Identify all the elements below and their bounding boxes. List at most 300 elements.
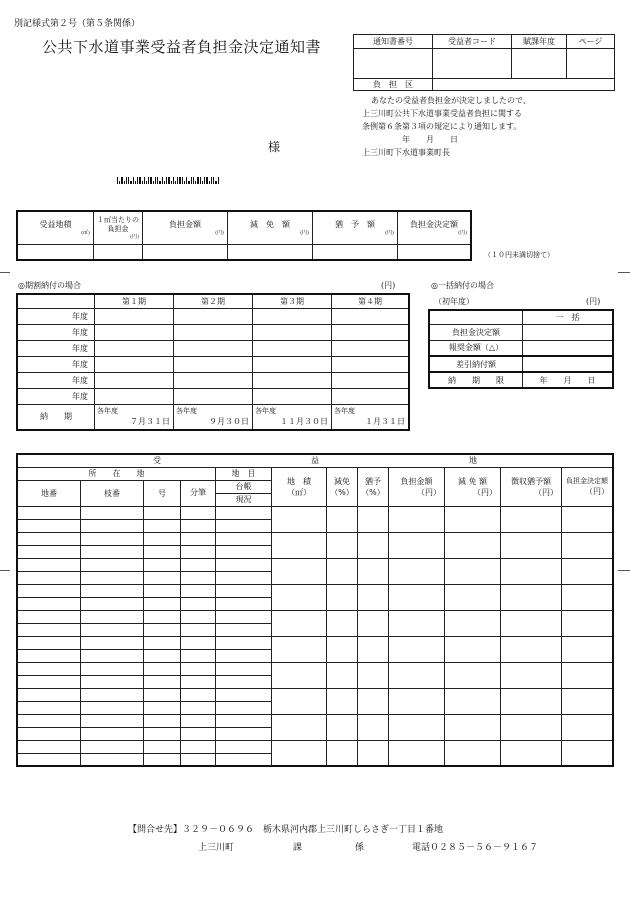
branch-no-cell — [81, 662, 144, 675]
area-label: 地 積 — [287, 476, 311, 486]
branch-no-cell — [81, 532, 144, 545]
notice-date: 年 月 日 — [402, 135, 458, 144]
summary-col-charge — [143, 211, 228, 244]
land-table — [16, 453, 614, 767]
lot-no-cell — [17, 649, 81, 662]
land-value-cell — [501, 636, 562, 662]
land-value-cell — [272, 506, 327, 532]
money-col-deferral-unit: （円） — [534, 487, 558, 497]
go-cell — [144, 701, 181, 714]
noki-label: 納 期 — [17, 404, 95, 430]
barcode — [117, 170, 267, 184]
land-value-cell — [501, 688, 562, 714]
land-value-cell — [501, 610, 562, 636]
land-value-cell — [445, 610, 501, 636]
go-cell — [144, 636, 181, 649]
lot-no-cell — [17, 753, 81, 766]
fold-mark-left-lower — [0, 570, 10, 571]
land-table-body — [17, 506, 613, 766]
money-col-deferral-label: 徴収猶予額 — [511, 476, 551, 486]
money-col-charge-label: 負担金額 — [400, 476, 433, 486]
land-category-cell — [216, 571, 272, 584]
land-category-cell — [216, 506, 272, 519]
installment-cell — [332, 340, 410, 356]
due-date-1-value: ７月３１日 — [130, 417, 170, 427]
money-col-reduction — [445, 467, 501, 506]
lot-no-cell — [17, 662, 81, 675]
land-value-cell — [389, 662, 445, 688]
subdivision-cell — [181, 623, 216, 636]
reduction-pct-header — [327, 467, 358, 506]
go-cell — [144, 506, 181, 519]
land-value-cell — [272, 714, 327, 740]
sama-label: 様 — [268, 140, 281, 154]
current-header: 現況 — [216, 493, 272, 506]
installment-cell — [174, 388, 253, 404]
summary-col-reduction — [228, 211, 313, 244]
summary-col-charge-unit: (円) — [215, 230, 224, 237]
money-col-charge — [389, 467, 445, 506]
page-cell — [567, 49, 615, 79]
fold-mark-right-lower — [618, 570, 630, 571]
summary-col-per-sqm — [94, 211, 143, 244]
land-value-cell — [445, 584, 501, 610]
land-value-cell — [501, 714, 562, 740]
land-value-cell — [327, 506, 358, 532]
subdivision-cell — [181, 597, 216, 610]
futan-ku-value — [433, 79, 615, 91]
lot-no-cell — [17, 636, 81, 649]
summary-col-area-unit: (㎡) — [81, 230, 90, 237]
go-cell — [144, 519, 181, 532]
each-year-label: 各年度 — [255, 407, 276, 416]
installment-table — [16, 293, 410, 431]
go-cell — [144, 545, 181, 558]
land-value-cell — [327, 714, 358, 740]
table-row — [17, 506, 613, 519]
land-category-header: 地 目 — [216, 467, 272, 480]
deferral-pct-label: 猶予 — [365, 476, 381, 486]
installment-corner — [17, 294, 95, 308]
installment-cell — [174, 308, 253, 324]
land-value-cell — [327, 532, 358, 558]
land-value-cell — [272, 740, 327, 766]
subdivision-cell — [181, 545, 216, 558]
fold-mark-left — [0, 272, 10, 273]
land-category-cell — [216, 675, 272, 688]
subdivision-cell — [181, 740, 216, 753]
branch-no-cell — [81, 571, 144, 584]
notice-no-cell — [354, 49, 433, 79]
land-value-cell — [501, 584, 562, 610]
money-col-final — [562, 467, 614, 506]
land-category-cell — [216, 714, 272, 727]
land-value-cell — [272, 662, 327, 688]
land-value-cell — [445, 662, 501, 688]
area-header — [272, 467, 327, 506]
summary-reduction-value — [228, 244, 313, 260]
lump-deadline-value: 年 月 日 — [523, 372, 614, 388]
land-category-cell — [216, 649, 272, 662]
land-top-3: 地 — [469, 456, 477, 466]
go-cell — [144, 649, 181, 662]
installment-cell — [95, 308, 174, 324]
land-value-cell — [389, 610, 445, 636]
subdivision-cell — [181, 753, 216, 766]
land-value-cell — [389, 584, 445, 610]
rounding-note: （１０円未満切捨て） — [484, 251, 554, 259]
land-value-cell — [358, 714, 389, 740]
land-value-cell — [562, 584, 614, 610]
branch-no-cell — [81, 584, 144, 597]
year-row-label: 年度 — [17, 324, 95, 340]
lump-row-net: 差引納付額 — [429, 356, 523, 372]
subdivision-cell — [181, 532, 216, 545]
contact-zip: ３２９－０６９６ — [182, 825, 255, 835]
land-value-cell — [358, 532, 389, 558]
branch-no-cell — [81, 558, 144, 571]
land-value-cell — [501, 740, 562, 766]
go-cell — [144, 597, 181, 610]
tax-year-cell — [512, 49, 567, 79]
futan-ku-label: 負 担 区 — [354, 79, 433, 91]
land-value-cell — [327, 740, 358, 766]
contact-ka: 課 — [293, 843, 303, 853]
branch-no-cell — [81, 727, 144, 740]
installment-cell — [332, 324, 410, 340]
installment-cell — [174, 372, 253, 388]
summary-col-charge-label: 負担金額 — [169, 220, 201, 230]
installment-cell — [95, 340, 174, 356]
land-value-cell — [389, 636, 445, 662]
beneficiary-code-cell — [433, 49, 512, 79]
installment-cell — [253, 356, 332, 372]
installment-cell — [253, 340, 332, 356]
installment-cell — [332, 356, 410, 372]
land-category-cell — [216, 662, 272, 675]
subdivision-cell — [181, 714, 216, 727]
lump-deadline-label: 納 期 限 — [429, 372, 523, 388]
reduction-pct-unit: （%） — [330, 487, 354, 497]
land-value-cell — [327, 636, 358, 662]
lot-no-cell — [17, 532, 81, 545]
subdivision-cell — [181, 701, 216, 714]
col-tax-year: 賦課年度 — [512, 35, 567, 49]
each-year-label: 各年度 — [176, 407, 197, 416]
lot-no-cell — [17, 519, 81, 532]
lot-no-cell — [17, 584, 81, 597]
table-row — [17, 636, 613, 649]
land-top-2: 益 — [311, 456, 319, 466]
go-cell — [144, 753, 181, 766]
due-date-2 — [174, 404, 253, 430]
period-4-header: 第４期 — [332, 294, 410, 308]
land-value-cell — [562, 662, 614, 688]
branch-no-cell — [81, 701, 144, 714]
land-category-cell — [216, 727, 272, 740]
branch-no-cell — [81, 519, 144, 532]
installment-cell — [253, 324, 332, 340]
lump-sum-table — [428, 309, 614, 389]
land-value-cell — [501, 662, 562, 688]
due-date-3 — [253, 404, 332, 430]
go-cell — [144, 610, 181, 623]
land-value-cell — [445, 558, 501, 584]
lot-no-cell — [17, 558, 81, 571]
lot-no-cell — [17, 610, 81, 623]
lot-no-cell — [17, 597, 81, 610]
land-value-cell — [272, 636, 327, 662]
lot-no-cell — [17, 714, 81, 727]
lot-no-cell — [17, 688, 81, 701]
contact-tel: 電話０２８５－５６－９１６７ — [412, 843, 539, 853]
year-row-label: 年度 — [17, 388, 95, 404]
table-row — [17, 740, 613, 753]
go-header: 号 — [144, 480, 181, 506]
land-value-cell — [327, 584, 358, 610]
due-date-3-value: １１月３０日 — [280, 417, 328, 427]
land-value-cell — [272, 688, 327, 714]
land-value-cell — [562, 506, 614, 532]
money-col-final-unit: （円） — [585, 487, 609, 496]
installment-heading: ◎期割納付の場合 — [18, 281, 81, 290]
land-value-cell — [389, 558, 445, 584]
land-value-cell — [562, 714, 614, 740]
table-row — [17, 688, 613, 701]
go-cell — [144, 662, 181, 675]
issuer-name: 上三川町下水道事業町長 — [362, 148, 450, 157]
installment-cell — [253, 372, 332, 388]
branch-no-cell — [81, 714, 144, 727]
summary-deferral-value — [313, 244, 398, 260]
land-value-cell — [445, 688, 501, 714]
location-header: 所 在 地 — [17, 467, 216, 480]
period-1-header: 第１期 — [95, 294, 174, 308]
branch-no-cell — [81, 610, 144, 623]
summary-col-area-label: 受益地積 — [39, 220, 72, 230]
col-notice-no: 通知書番号 — [354, 35, 433, 49]
notice-line-3: 条例第６条第３項の規定により通知します。 — [362, 122, 522, 131]
lot-no-header: 地番 — [17, 480, 81, 506]
money-col-reduction-label: 減 免 額 — [457, 476, 488, 486]
register-header: 台帳 — [216, 480, 272, 493]
branch-no-header: 枝番 — [81, 480, 144, 506]
subdivision-cell — [181, 688, 216, 701]
money-col-final-label: 負担金決定額 — [566, 477, 608, 485]
land-value-cell — [445, 636, 501, 662]
summary-col-reduction-unit: (円) — [300, 230, 309, 237]
land-value-cell — [358, 610, 389, 636]
subdivision-cell — [181, 727, 216, 740]
summary-final-value — [398, 244, 472, 260]
year-row-label: 年度 — [17, 372, 95, 388]
land-value-cell — [562, 636, 614, 662]
land-value-cell — [562, 688, 614, 714]
installment-cell — [95, 372, 174, 388]
land-value-cell — [272, 532, 327, 558]
summary-area-value — [17, 244, 94, 260]
subdivision-cell — [181, 571, 216, 584]
lump-decided-value — [523, 324, 614, 340]
summary-table — [16, 210, 472, 261]
lot-no-cell — [17, 506, 81, 519]
lump-sum-heading: ◎一括納付の場合 — [431, 281, 494, 290]
land-value-cell — [501, 532, 562, 558]
subdivision-cell — [181, 662, 216, 675]
installment-unit: (円) — [381, 281, 396, 290]
period-2-header: 第２期 — [174, 294, 253, 308]
land-value-cell — [358, 636, 389, 662]
go-cell — [144, 740, 181, 753]
lump-net-value — [523, 356, 614, 372]
notice-number-table — [353, 34, 615, 91]
land-category-cell — [216, 558, 272, 571]
land-value-cell — [272, 558, 327, 584]
subdivision-cell — [181, 636, 216, 649]
money-col-deferral — [501, 467, 562, 506]
summary-col-final-unit: (円) — [458, 230, 467, 237]
table-row — [17, 610, 613, 623]
contact-town: 上三川町 — [198, 843, 235, 853]
due-date-4 — [332, 404, 410, 430]
installment-cell — [95, 388, 174, 404]
installment-cell — [332, 372, 410, 388]
installment-cell — [95, 324, 174, 340]
contact-kakari: 係 — [355, 843, 365, 853]
go-cell — [144, 623, 181, 636]
lot-no-cell — [17, 571, 81, 584]
document-title: 公共下水道事業受益者負担金決定通知書 — [42, 38, 322, 56]
land-category-cell — [216, 532, 272, 545]
land-value-cell — [389, 714, 445, 740]
summary-col-area — [17, 211, 94, 244]
land-value-cell — [272, 584, 327, 610]
land-category-cell — [216, 519, 272, 532]
lump-sum-col-header: 一 括 — [523, 310, 614, 324]
land-value-cell — [562, 532, 614, 558]
branch-no-cell — [81, 753, 144, 766]
summary-col-per-sqm-unit: (円) — [130, 233, 139, 240]
branch-no-cell — [81, 636, 144, 649]
due-date-4-value: １月３１日 — [365, 417, 405, 427]
reduction-pct-label: 減免 — [334, 476, 350, 486]
subdivision-cell — [181, 519, 216, 532]
due-date-2-value: ９月３０日 — [209, 417, 249, 427]
lot-no-cell — [17, 727, 81, 740]
land-value-cell — [358, 688, 389, 714]
installment-cell — [174, 324, 253, 340]
branch-no-cell — [81, 506, 144, 519]
land-category-cell — [216, 597, 272, 610]
branch-no-cell — [81, 623, 144, 636]
installment-cell — [332, 388, 410, 404]
col-page: ページ — [567, 35, 615, 49]
go-cell — [144, 532, 181, 545]
table-row — [17, 532, 613, 545]
summary-col-reduction-label: 減 免 額 — [250, 220, 290, 230]
branch-no-cell — [81, 545, 144, 558]
land-value-cell — [445, 532, 501, 558]
go-cell — [144, 688, 181, 701]
contact-address: 栃木県河内郡上三川町しらさぎ一丁目１番地 — [263, 825, 444, 835]
subdivision-cell — [181, 506, 216, 519]
notice-line-1: あなたの受益者負担金が決定しましたので、 — [371, 96, 531, 105]
land-value-cell — [327, 688, 358, 714]
subdivision-header: 分筆 — [181, 480, 216, 506]
branch-no-cell — [81, 740, 144, 753]
land-value-cell — [445, 714, 501, 740]
summary-col-per-sqm-label: １㎡当たりの負担金 — [97, 215, 139, 233]
lot-no-cell — [17, 701, 81, 714]
due-date-1 — [95, 404, 174, 430]
branch-no-cell — [81, 675, 144, 688]
installment-cell — [332, 308, 410, 324]
money-col-charge-unit: （円） — [417, 487, 441, 497]
go-cell — [144, 714, 181, 727]
deferral-pct-header — [358, 467, 389, 506]
first-year-label: （初年度） — [434, 297, 474, 306]
period-3-header: 第３期 — [253, 294, 332, 308]
lump-sum-unit: (円) — [586, 297, 601, 306]
lump-sum-corner — [429, 310, 523, 324]
form-number: 別記様式第２号（第５条関係） — [14, 19, 141, 29]
lot-no-cell — [17, 740, 81, 753]
land-category-cell — [216, 740, 272, 753]
fold-mark-right — [618, 272, 630, 273]
summary-col-final — [398, 211, 472, 244]
land-value-cell — [562, 740, 614, 766]
summary-per-sqm-value — [94, 244, 143, 260]
land-value-cell — [445, 740, 501, 766]
year-row-label: 年度 — [17, 340, 95, 356]
land-value-cell — [358, 740, 389, 766]
go-cell — [144, 558, 181, 571]
lump-row-decided: 負担金決定額 — [429, 324, 523, 340]
land-category-cell — [216, 584, 272, 597]
lump-reward-value — [523, 340, 614, 356]
lot-no-cell — [17, 623, 81, 636]
land-value-cell — [562, 610, 614, 636]
summary-charge-value — [143, 244, 228, 260]
land-value-cell — [272, 610, 327, 636]
branch-no-cell — [81, 597, 144, 610]
land-category-cell — [216, 701, 272, 714]
branch-no-cell — [81, 649, 144, 662]
summary-col-final-label: 負担金決定額 — [410, 220, 458, 230]
go-cell — [144, 584, 181, 597]
go-cell — [144, 675, 181, 688]
land-category-cell — [216, 753, 272, 766]
each-year-label: 各年度 — [334, 407, 355, 416]
table-row — [17, 714, 613, 727]
installment-cell — [174, 356, 253, 372]
land-value-cell — [389, 740, 445, 766]
lump-row-reward: 報奨金額（△） — [429, 340, 523, 356]
branch-no-cell — [81, 688, 144, 701]
summary-col-deferral-unit: (円) — [385, 230, 394, 237]
land-value-cell — [389, 532, 445, 558]
land-category-cell — [216, 545, 272, 558]
table-row — [17, 662, 613, 675]
land-value-cell — [327, 662, 358, 688]
each-year-label: 各年度 — [97, 407, 118, 416]
land-top-1: 受 — [153, 456, 161, 466]
land-category-cell — [216, 636, 272, 649]
table-row — [17, 584, 613, 597]
subdivision-cell — [181, 610, 216, 623]
land-value-cell — [327, 610, 358, 636]
installment-cell — [253, 308, 332, 324]
